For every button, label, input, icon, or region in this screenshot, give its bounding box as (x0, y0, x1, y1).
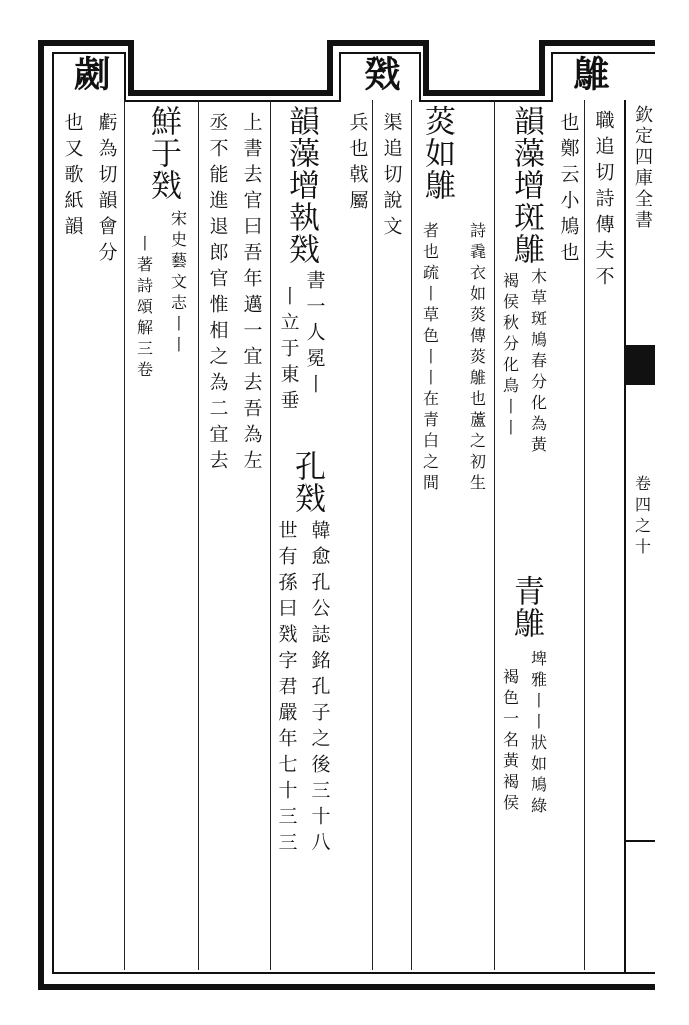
text-line: 埤雅丨丨狀如鳩綠 (528, 650, 548, 818)
column-divider (270, 100, 271, 970)
entry-column-zhikui (276, 105, 326, 265)
entry-term: 鮮于 (145, 105, 181, 169)
text-column-3b (415, 222, 445, 495)
column-divider (198, 100, 199, 970)
text-line: 詩毳衣如菼傳菼鵻也蘆之初生 (467, 222, 487, 495)
column-divider (124, 100, 125, 970)
text-column-4b (343, 112, 373, 216)
text-column-4a (376, 112, 408, 242)
frame-bottom-inner-border (52, 972, 655, 974)
column-divider (584, 100, 585, 970)
frame-top-step-mid (128, 90, 333, 96)
heading-box-mid-outer (327, 40, 333, 96)
column-divider (494, 100, 495, 970)
text-line: 丨著詩頌解三卷 (134, 235, 154, 382)
heading-box-right-inner (551, 52, 553, 102)
text-column-7b (130, 235, 158, 382)
heading-kui: 戣 (359, 55, 401, 91)
frame-top-border-mid (327, 40, 429, 46)
heading-box-mid-right-outer (423, 40, 429, 96)
heading-gui: 劌 (69, 55, 111, 91)
margin-volume-column (630, 475, 654, 559)
text-line: 丞不能進退郎官惟相之為二宜去 (206, 112, 229, 476)
entry-term-kui: 戣 (145, 169, 181, 201)
text-column-8b (58, 112, 88, 242)
text-line: 職追切詩傳夫不 (592, 110, 615, 292)
text-line: 渠追切說文 (380, 112, 403, 242)
heading-box-right-outer (539, 40, 545, 96)
fish-tail-bottom (626, 840, 655, 842)
text-line: 宋史藝文志丨丨 (168, 210, 188, 357)
text-column-6a (236, 112, 268, 476)
text-column-8a (92, 112, 122, 268)
entry-zao: 藻 (283, 137, 319, 169)
text-line: 褐色一名黃褐侯 (500, 668, 520, 815)
entry-rhyme: 韻 (283, 105, 319, 137)
frame-top-step-right (423, 90, 545, 96)
margin-line-outer (624, 100, 626, 974)
text-column-1b (554, 112, 584, 268)
text-column-5c (305, 520, 335, 858)
heading-box-left-side (124, 52, 126, 102)
text-line: 也又歌紙韻 (61, 112, 84, 242)
entry-term: 斑鵻 (508, 201, 544, 265)
frame-bottom-border (38, 984, 655, 990)
text-column-2d (496, 668, 524, 815)
entry-zao: 藻 (508, 137, 544, 169)
text-column-7a (164, 210, 192, 357)
text-line: 丨立于東垂 (277, 286, 300, 416)
fish-tail-top (626, 345, 655, 385)
text-column-5d (272, 520, 302, 858)
text-column-2c (524, 650, 552, 818)
text-line: 虧為切韻會分 (95, 112, 118, 268)
frame-top-border-left (38, 40, 134, 46)
text-line: 韓愈孔公誌銘孔子之後三十八 (308, 520, 331, 858)
text-column-2a (524, 268, 552, 457)
text-column-3a (462, 222, 492, 495)
margin-title: 欽定四庫全書 (632, 105, 653, 231)
frame-top-step-mid-inner (124, 100, 339, 102)
heading-column-gui (58, 55, 122, 91)
text-line: 也鄭云小鳩也 (557, 112, 580, 268)
heading-column-zhui (558, 55, 620, 91)
entry-zeng: 增 (508, 169, 544, 201)
column-divider (411, 100, 412, 970)
text-column-5a (300, 270, 330, 400)
frame-top-border-right-inner (551, 52, 655, 54)
frame-left-border (38, 40, 44, 990)
entry-term: 菼如鵻 (419, 105, 455, 201)
frame-top-border-mid-inner (339, 52, 419, 54)
text-column-5b (274, 286, 304, 416)
entry-column-qingzhui (500, 575, 552, 639)
text-column-2b (496, 272, 524, 440)
text-column-6b (202, 112, 234, 476)
frame-top-step-right-inner (419, 100, 551, 102)
heading-box-mid-left-inner (339, 52, 341, 102)
entry-column-kongkui (282, 450, 332, 514)
text-line: 褐侯秋分化鳥丨丨 (500, 272, 520, 440)
heading-box-mid-right-inner (419, 52, 421, 102)
text-line: 木草斑鳩春分化為黃 (528, 268, 548, 457)
text-line: 世有孫曰戣字君嚴年七十三三 (275, 520, 298, 858)
frame-left-inner-border (52, 52, 54, 974)
entry-rhyme: 韻 (508, 105, 544, 137)
entry-zeng: 增 (283, 169, 319, 201)
column-divider (372, 100, 373, 970)
text-line: 者也疏丨草色丨丨在青白之間 (420, 222, 440, 495)
entry-term: 執戣 (283, 201, 319, 265)
entry-column-xianyu (132, 105, 194, 201)
frame-top-border-right (539, 40, 655, 46)
entry-term: 孔戣 (289, 450, 325, 514)
text-line: 兵也戟屬 (346, 112, 369, 216)
entry-term: 青鵻 (508, 575, 544, 639)
heading-box-left-side-outer (128, 40, 134, 96)
text-line: 書一人冕丨 (303, 270, 326, 400)
heading-zhui: 鵻 (568, 55, 610, 91)
margin-title-column (630, 105, 654, 231)
text-line: 上書去官曰吾年邁一宜去吾為左 (240, 112, 263, 476)
margin-volume: 卷四之十 (632, 475, 652, 559)
text-column-1 (588, 110, 620, 292)
frame-top-border-left-inner (52, 52, 124, 54)
heading-column-kui (343, 55, 417, 91)
entry-column-tanruzhui (415, 105, 459, 201)
entry-column-banzhui (500, 105, 552, 265)
